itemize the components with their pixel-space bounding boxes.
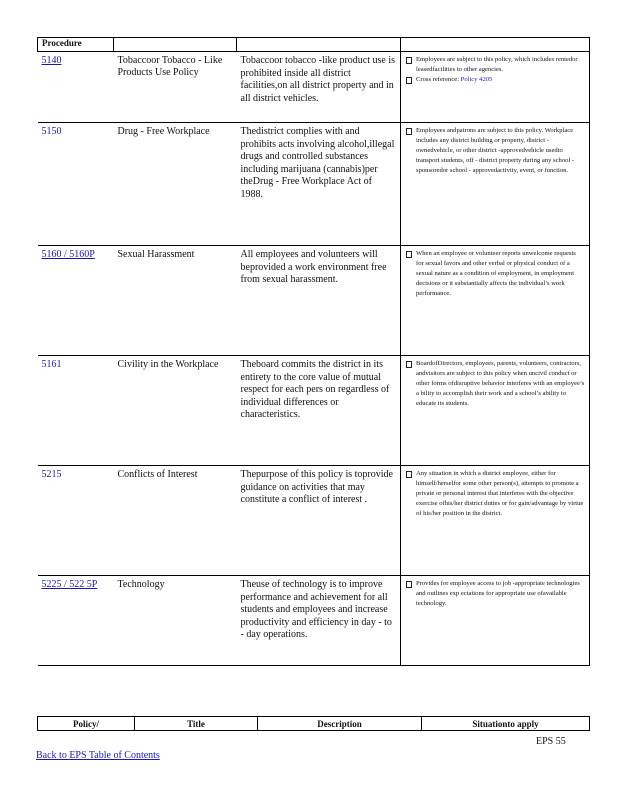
policy-number-link[interactable]: 5225 / 522 5P xyxy=(41,579,98,590)
situation-item: Cross reference: Policy 4205 xyxy=(405,75,585,85)
back-to-contents-link[interactable]: Back to EPS Table of Contents xyxy=(36,750,160,761)
policy-title-cell xyxy=(114,466,237,576)
situation-list xyxy=(405,52,585,85)
policy-description-cell xyxy=(237,52,401,123)
situation-cell xyxy=(401,356,590,466)
policy-title-cell xyxy=(114,356,237,466)
situation-list xyxy=(405,123,585,176)
policy-description: Tobaccoor tobacco -like product use is prohibited inside all district facilities,on all district property and in all district vehicles. xyxy=(240,55,396,104)
situation-cell xyxy=(401,466,590,576)
policy-title-cell xyxy=(114,246,237,356)
policy-table xyxy=(37,37,590,666)
policy-number-cell xyxy=(38,52,114,123)
policy-title-cell xyxy=(114,576,237,666)
situation-list xyxy=(405,246,585,299)
column-header-footer xyxy=(37,716,590,731)
policy-description-cell xyxy=(237,576,401,666)
policy-title-cell xyxy=(114,52,237,123)
table-row xyxy=(38,576,590,666)
situation-cell xyxy=(401,52,590,123)
table-row xyxy=(38,466,590,576)
situation-item: Employees andpatrons are subject to this policy. Workplace includes any district building or property, district -ownedvehicle, or other district -approvedvehicle usedto transport students, off - district property during any school -sponsoredor school - approvedactivity, event, or function. xyxy=(405,126,585,176)
footer-description-header: Description xyxy=(258,717,422,731)
policy-description: Thepurpose of this policy is toprovide guidance on activities that may constitute a conflict of interest . xyxy=(240,469,393,505)
policy-title-cell xyxy=(114,123,237,246)
cross-reference-link[interactable]: Policy 4205 xyxy=(460,76,493,83)
policy-number-link[interactable]: 5161 xyxy=(41,359,62,370)
policy-description-cell xyxy=(237,466,401,576)
policy-description: Theboard commits the district in its entirety to the core value of mutual respect for each pers on regardless of individual differences or characteristics. xyxy=(240,359,390,420)
footer-situation-header: Situationto apply xyxy=(422,717,590,731)
policy-number-link[interactable]: 5215 xyxy=(41,469,62,480)
policy-description-cell xyxy=(237,356,401,466)
situation-item: Provides for employee access to job -appropriate technologies and outlines exp ectations for appropriate use ofavailable technology. xyxy=(405,579,585,609)
policy-number-link[interactable]: 5150 xyxy=(41,126,62,137)
policy-number-link[interactable]: 5160 / 5160P xyxy=(41,249,95,260)
blank-header-cell xyxy=(237,38,401,52)
procedure-header: Procedure xyxy=(38,38,114,52)
table-row xyxy=(38,52,590,123)
policy-title: Technology xyxy=(117,579,165,590)
policy-description-cell xyxy=(237,123,401,246)
blank-header-cell xyxy=(114,38,237,52)
policy-number-cell xyxy=(38,356,114,466)
situation-list xyxy=(405,576,585,609)
situation-item: Any situation in which a district employee, either for himself/herselfor some other person(s), attempts to promote a private or personal interest that interferes with the objective exercise ofhis/her district duties or for gain/advantage by virtue of his/her position in the district. xyxy=(405,469,585,519)
situation-list xyxy=(405,356,585,409)
situation-cell xyxy=(401,576,590,666)
policy-number-cell xyxy=(38,576,114,666)
policy-description: Theuse of technology is to improve performance and achievement for all students and employees and increase productivity and efficiency in day - to - day operations. xyxy=(240,579,392,640)
policy-number-cell xyxy=(38,123,114,246)
table-header-row xyxy=(38,38,590,52)
situation-item: Employees are subject to this policy, which includes rentedor leasedfacilities to other agencies. xyxy=(405,55,585,75)
policy-number-link[interactable]: 5140 xyxy=(41,55,62,66)
situation-cell xyxy=(401,123,590,246)
situation-item: When an employee or volunteer reports unwelcome requests for sexual favors and other verbal or physical conduct of a sexual nature as a condition of employment, in employment decisions or it substantially affects the individual’s work performance. xyxy=(405,249,585,299)
policy-description-cell xyxy=(237,246,401,356)
policy-title: Sexual Harassment xyxy=(117,249,195,260)
table-row xyxy=(38,246,590,356)
policy-title: Conflicts of Interest xyxy=(117,469,198,480)
policy-title: Civility in the Workplace xyxy=(117,359,219,370)
table-row xyxy=(38,356,590,466)
policy-title: Drug - Free Workplace xyxy=(117,126,210,137)
policy-description: All employees and volunteers will beprovided a work environment free from sexual harassment. xyxy=(240,249,387,285)
page-number: EPS 55 xyxy=(536,736,566,747)
policy-number-cell xyxy=(38,466,114,576)
table-row xyxy=(38,123,590,246)
policy-title: Tobaccoor Tobacco - Like Products Use Policy xyxy=(117,55,223,78)
footer-title-header: Title xyxy=(135,717,258,731)
situation-list xyxy=(405,466,585,519)
policy-number-cell xyxy=(38,246,114,356)
policy-description: Thedistrict complies with and prohibits acts involving alcohol,illegal drugs and controlled substances including marijuana (cannabis)per theDrug - Free Workplace Act of 1988. xyxy=(240,126,395,200)
situation-item: BoardofDirectors, employees, parents, volunteers, contractors, andvisitors are subject to this policy when uncivil conduct or other forms ofdisruptive behavior interferes with an employee’s a bility to accomplish their work and a school’s ability to educate its students. xyxy=(405,359,585,409)
blank-header-cell xyxy=(401,38,590,52)
situation-cell xyxy=(401,246,590,356)
footer-policy-header: Policy/ xyxy=(38,717,135,731)
